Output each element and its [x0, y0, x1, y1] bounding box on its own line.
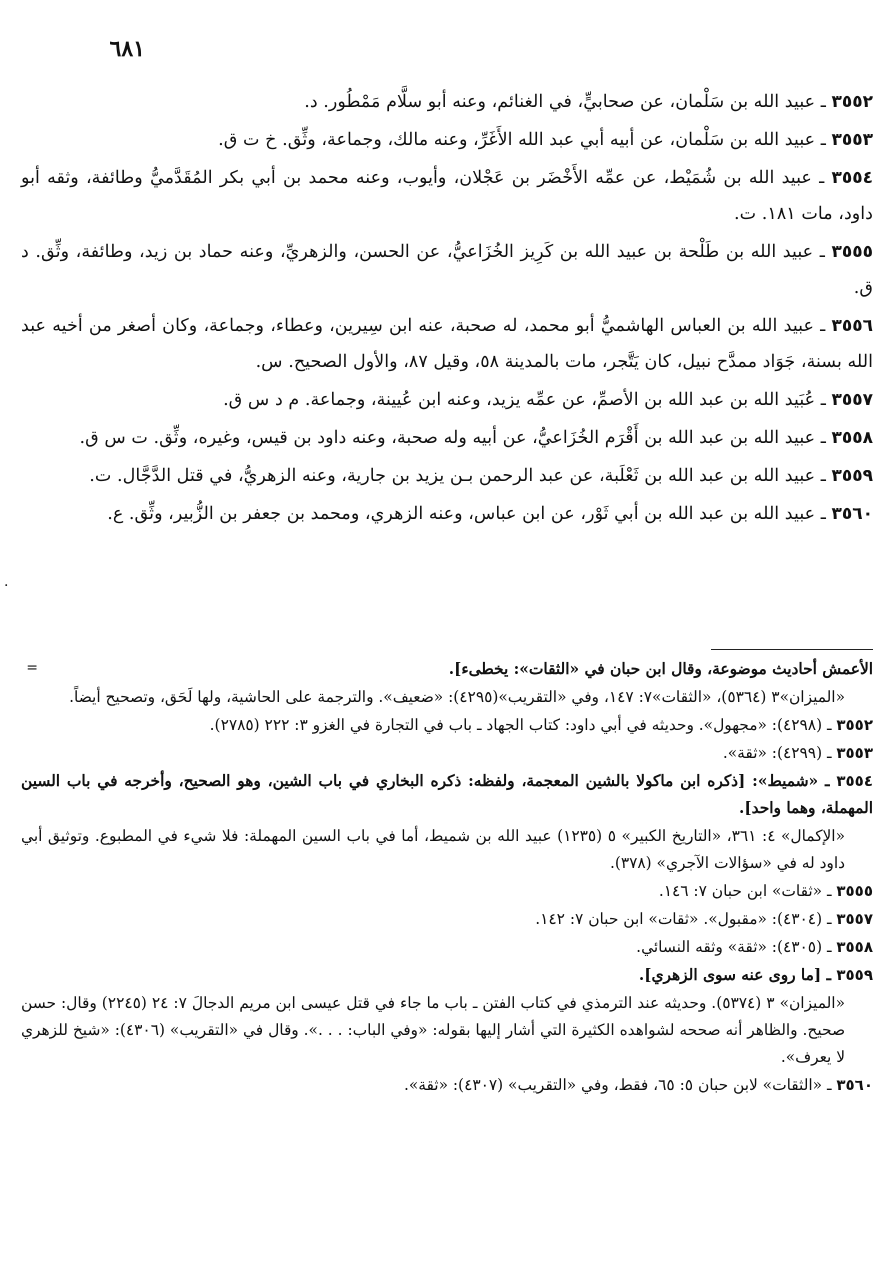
footnote-text: «الإكمال» ٤: ٣٦١، «التاريخ الكبير» ٥ (١٢٣٥) عبيد الله بن شميط، أما في باب السين المهملة: فلا شيء في المطبوع. وتوثيق أبي داود له في «سؤالات الآجري» (٣٧٨). [21, 827, 845, 872]
entry-number: ٣٥٥٤ [831, 168, 873, 188]
footnote-text: «الميزان»٣ (٥٣٦٤)، «الثقات»٧: ١٤٧، وفي «التقريب»(٤٢٩٥): «ضعيف». والترجمة على الحاشية، ولها لَحَق، وتصحيح أيضاً. [69, 688, 845, 706]
biography-entry [21, 122, 873, 158]
biography-entry [21, 84, 873, 120]
biography-entry [21, 382, 873, 418]
footnote-text: ـ «الثقات» لابن حبان ٥: ٦٥، فقط، وفي «التقريب» (٤٣٠٧): «ثقة». [403, 1076, 837, 1094]
footnote [21, 768, 873, 822]
entry-text: ـ عبيد الله بن عبد الله بن ثَعْلَبة، عن عبد الرحمن بـن يزيد بن جارية، وعنه الزهريُّ، في قتل الدَّجَّال. ت. [89, 466, 832, 486]
footnote-number: ٣٥٥٢ [836, 716, 873, 734]
entry-number: ٣٥٥٨ [831, 428, 873, 448]
footnote-number: ٣٥٥٩ [836, 966, 873, 984]
biography-entry [21, 160, 873, 232]
biography-entry [21, 420, 873, 456]
entry-text: ـ عبيد الله بن العباس الهاشميُّ أبو محمد، له صحبة، عنه ابن سِيرين، وعطاء، وجماعة، وكان أصغر من أخيه عبد الله بسنة، جَوَاد ممدَّح نبيل، كان يَتَّجر، مات بالمدينة ٥٨، وقيل ٨٧، والأول الصحيح. س. [21, 316, 873, 372]
footnote-number: ٣٥٥٧ [836, 910, 873, 928]
footnote-text: ـ (٤٣٠٤): «مقبول». «ثقات» ابن حبان ٧: ١٤٢. [535, 910, 837, 928]
entry-text: ـ عبيد الله بن طَلْحة بن عبيد الله بن كَرِيز الخُزَاعيُّ، عن الحسن، والزهريِّ، وعنه حماد بن زيد، وطائفة، وثِّق. د ق. [21, 242, 873, 298]
footnote [21, 934, 873, 961]
footnote-number: ٣٥٥٨ [836, 938, 873, 956]
footnote-continuation-mark: = [26, 660, 38, 676]
footnote [21, 712, 873, 739]
footnote [21, 990, 873, 1071]
footnotes [21, 656, 873, 1100]
footnote-number: ٣٥٥٣ [836, 744, 873, 762]
footnote [21, 906, 873, 933]
footnote-divider [711, 649, 873, 650]
footnote-text: ـ [ما روى عنه سوى الزهري]. [638, 966, 837, 984]
footnote-text: ـ (٤٣٠٥): «ثقة» وثقه النسائي. [636, 938, 837, 956]
footnote-text: ـ (٤٢٩٩): «ثقة». [722, 744, 837, 762]
entry-text: ـ عُبَيد الله بن عبد الله بن الأصمِّ، عن عمِّه يزيد، وعنه ابن عُيينة، وجماعة. م د س ق. [223, 390, 832, 410]
margin-dot: · [4, 578, 9, 594]
entry-text: ـ عبيد الله بن سَلْمان، عن صحابيٍّ، في الغنائم، وعنه أبو سلَّام مَمْطُور. د. [304, 92, 832, 112]
footnote-text: ـ «ثقات» ابن حبان ٧: ١٤٦. [658, 882, 837, 900]
footnote [21, 823, 873, 877]
entry-number: ٣٥٥٣ [831, 130, 873, 150]
footnote-number: ٣٥٥٥ [836, 882, 873, 900]
footnote-text: ـ (٤٢٩٨): «مجهول». وحديثه في أبي داود: كتاب الجهاد ـ باب في التجارة في الغزو ٣: ٢٢٢ (٢٧٨٥). [209, 716, 837, 734]
footnote [21, 1072, 873, 1099]
entry-number: ٣٥٥٢ [831, 92, 873, 112]
biography-entry [21, 234, 873, 306]
entry-text: ـ عبيد الله بن شُمَيْط، عن عمِّه الأَخْضَر بن عَجْلان، وأيوب، وعنه محمد بن أبي بكر المُقَدَّميُّ وطائفة، وثقه أبو داود، مات ١٨١. ت. [21, 168, 873, 224]
entry-number: ٣٥٥٥ [831, 242, 873, 262]
entry-number: ٣٥٥٩ [831, 466, 873, 486]
footnote-text: الأعمش أحاديث موضوعة، وقال ابن حبان في «الثقات»: يخطىء]. [448, 660, 873, 678]
entry-text: ـ عبيد الله بن عبد الله بن أبي ثَوْر، عن ابن عباس، وعنه الزهري، ومحمد بن جعفر بن الزُّبير، وثِّق. ع. [107, 504, 832, 524]
footnote-text: ـ «شميط»: [ذكره ابن ماكولا بالشين المعجمة، ولفظه: ذكره البخاري في باب الشين، وهو الصحيح، وأخرجه في باب السين المهملة، وهما واحد]. [21, 772, 873, 817]
footnote [21, 962, 873, 989]
footnote-text: «الميزان» ٣ (٥٣٧٤). وحديثه عند الترمذي في كتاب الفتن ـ باب ما جاء في قتل عيسى ابن مريم الدجالَ ٧: ٢٤ (٢٢٤٥) وقال: حسن صحيح. والظاهر أنه صححه لشواهده الكثيرة التي أشار إليها بقوله: «وفي الباب: . . .». وقال في «التقريب» (٤٣٠٦): «شيخ للزهري لا يعرف». [21, 994, 846, 1066]
biography-entry [21, 458, 873, 494]
entry-text: ـ عبيد الله بن سَلْمان، عن أبيه أبي عبد الله الأَغَرِّ، وعنه مالك، وجماعة، وثِّق. خ ت ق. [218, 130, 832, 150]
entry-number: ٣٥٥٦ [831, 316, 873, 336]
biography-entry [21, 308, 873, 380]
page-number: ٦٨١ [109, 36, 145, 62]
footnote-number: ٣٥٥٤ [836, 772, 873, 790]
footnote [21, 684, 873, 711]
biography-entry [21, 496, 873, 532]
footnote [21, 878, 873, 905]
entry-text: ـ عبيد الله بن عبد الله بن أَقْرَم الخُزَاعيُّ، عن أبيه وله صحبة، وعنه داود بن قيس، وغيره، وثِّق. ت س ق. [79, 428, 832, 448]
footnote [21, 740, 873, 767]
footnote-number: ٣٥٦٠ [836, 1076, 873, 1094]
footnote [21, 656, 873, 683]
entry-number: ٣٥٥٧ [831, 390, 873, 410]
entry-number: ٣٥٦٠ [831, 504, 873, 524]
main-text [21, 84, 873, 534]
